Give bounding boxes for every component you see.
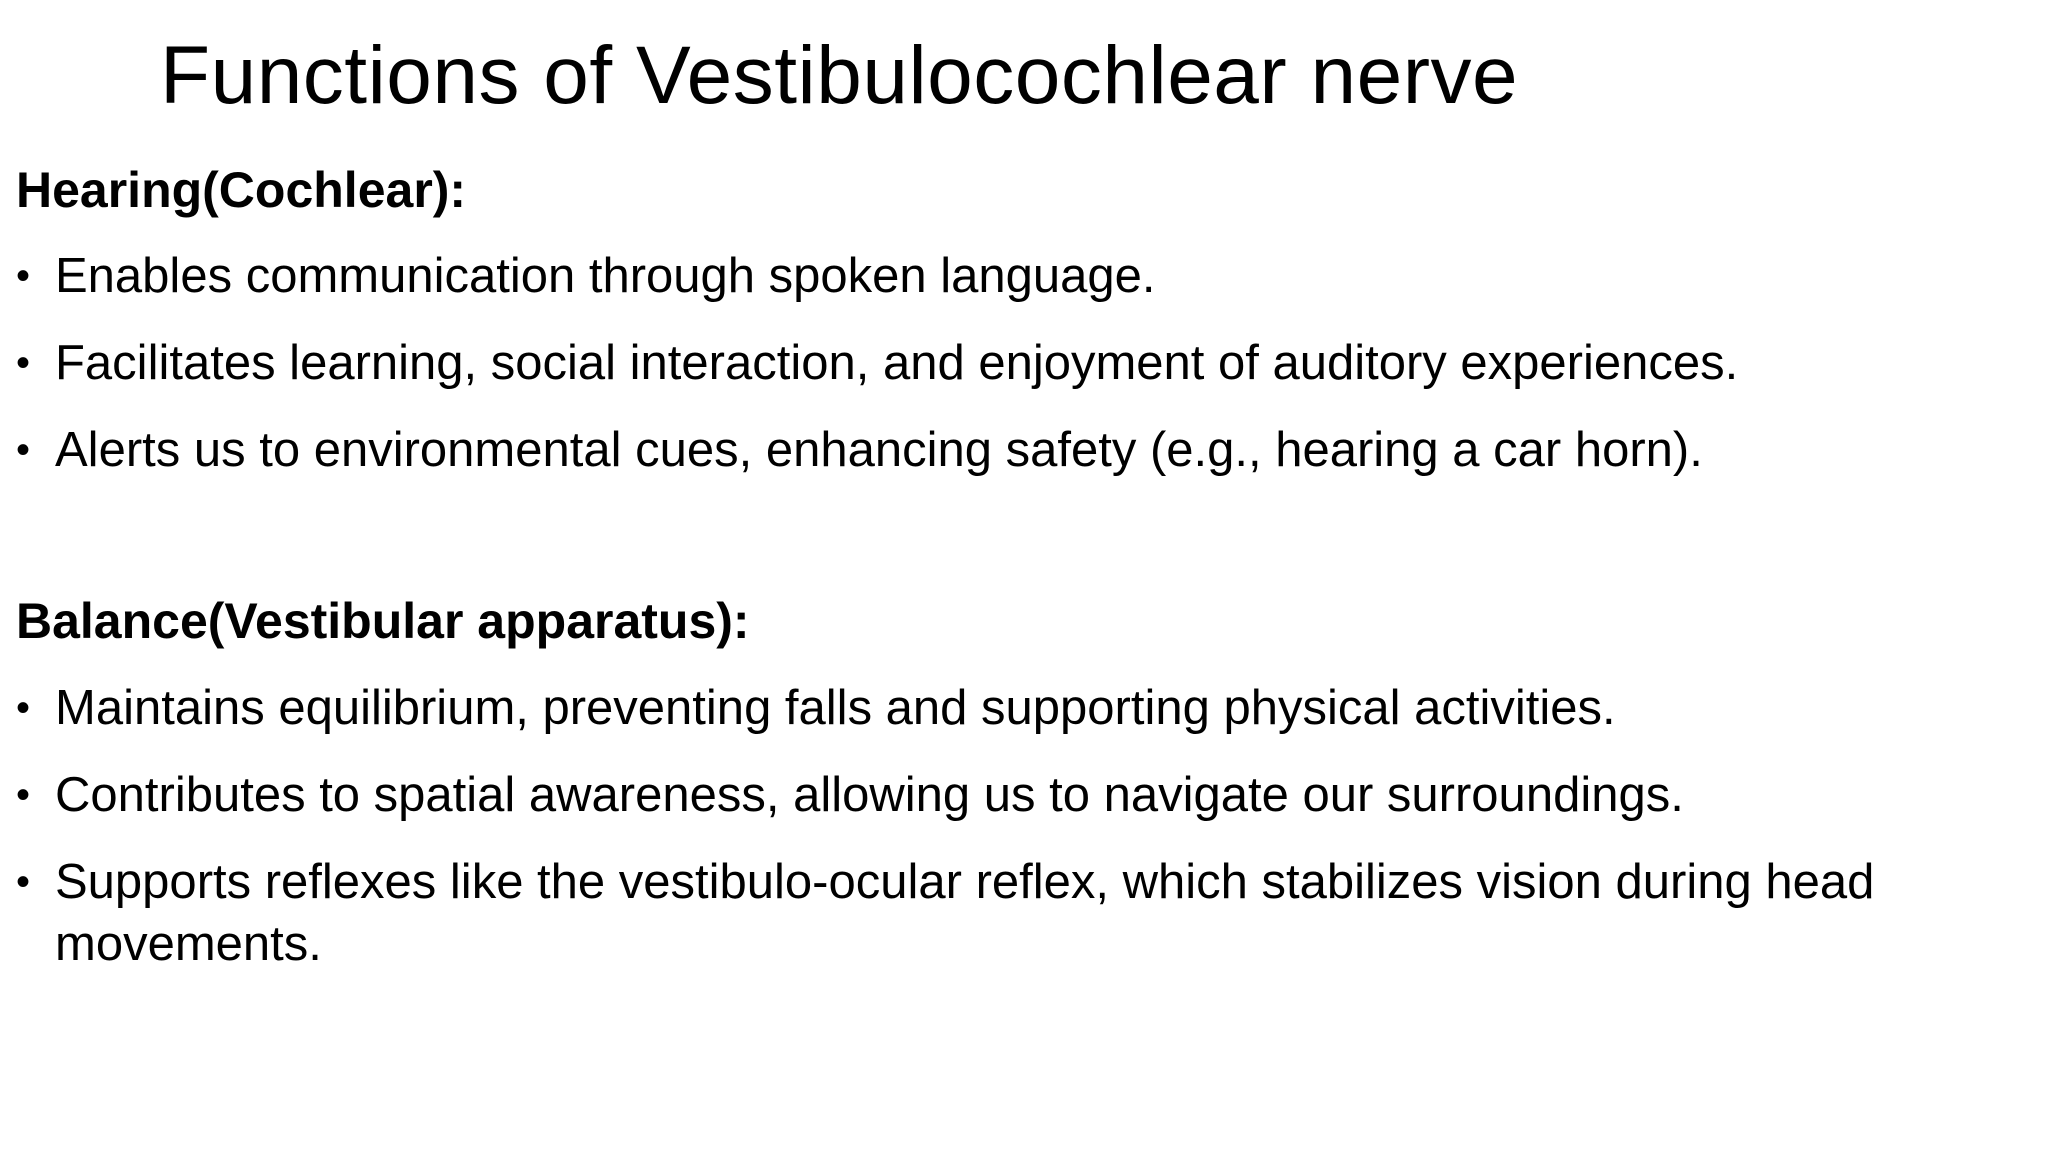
- list-item: [0, 764, 1965, 826]
- section-heading-balance: Balance(Vestibular apparatus):: [16, 593, 750, 649]
- list-item: [0, 677, 1965, 739]
- bullet-text: Contributes to spatial awareness, allowing us to navigate our surroundings.: [55, 768, 1684, 822]
- bullet-text: Alerts us to environmental cues, enhancing safety (e.g., hearing a car horn).: [55, 423, 1703, 477]
- bullet-marker: •: [16, 428, 31, 472]
- bullet-text: Supports reflexes like the vestibulo-ocular reflex, which stabilizes vision during head movements.: [55, 855, 1875, 971]
- slide-title: Functions of Vestibulocochlear nerve: [160, 30, 1519, 121]
- bullet-list-hearing: [0, 245, 1965, 506]
- section-heading-hearing: Hearing(Cochlear):: [16, 162, 467, 218]
- bullet-marker: •: [16, 341, 31, 385]
- list-item: [0, 332, 1965, 394]
- bullet-list-balance: [0, 677, 1965, 1000]
- bullet-marker: •: [16, 254, 31, 298]
- bullet-text: Maintains equilibrium, preventing falls and supporting physical activities.: [55, 681, 1616, 735]
- bullet-marker: •: [16, 860, 31, 904]
- bullet-marker: •: [16, 773, 31, 817]
- bullet-marker: •: [16, 686, 31, 730]
- bullet-text: Enables communication through spoken language.: [55, 249, 1156, 303]
- list-item: [0, 419, 1965, 481]
- bullet-text: Facilitates learning, social interaction, and enjoyment of auditory experiences.: [55, 336, 1739, 390]
- list-item: [0, 851, 1965, 975]
- list-item: [0, 245, 1965, 307]
